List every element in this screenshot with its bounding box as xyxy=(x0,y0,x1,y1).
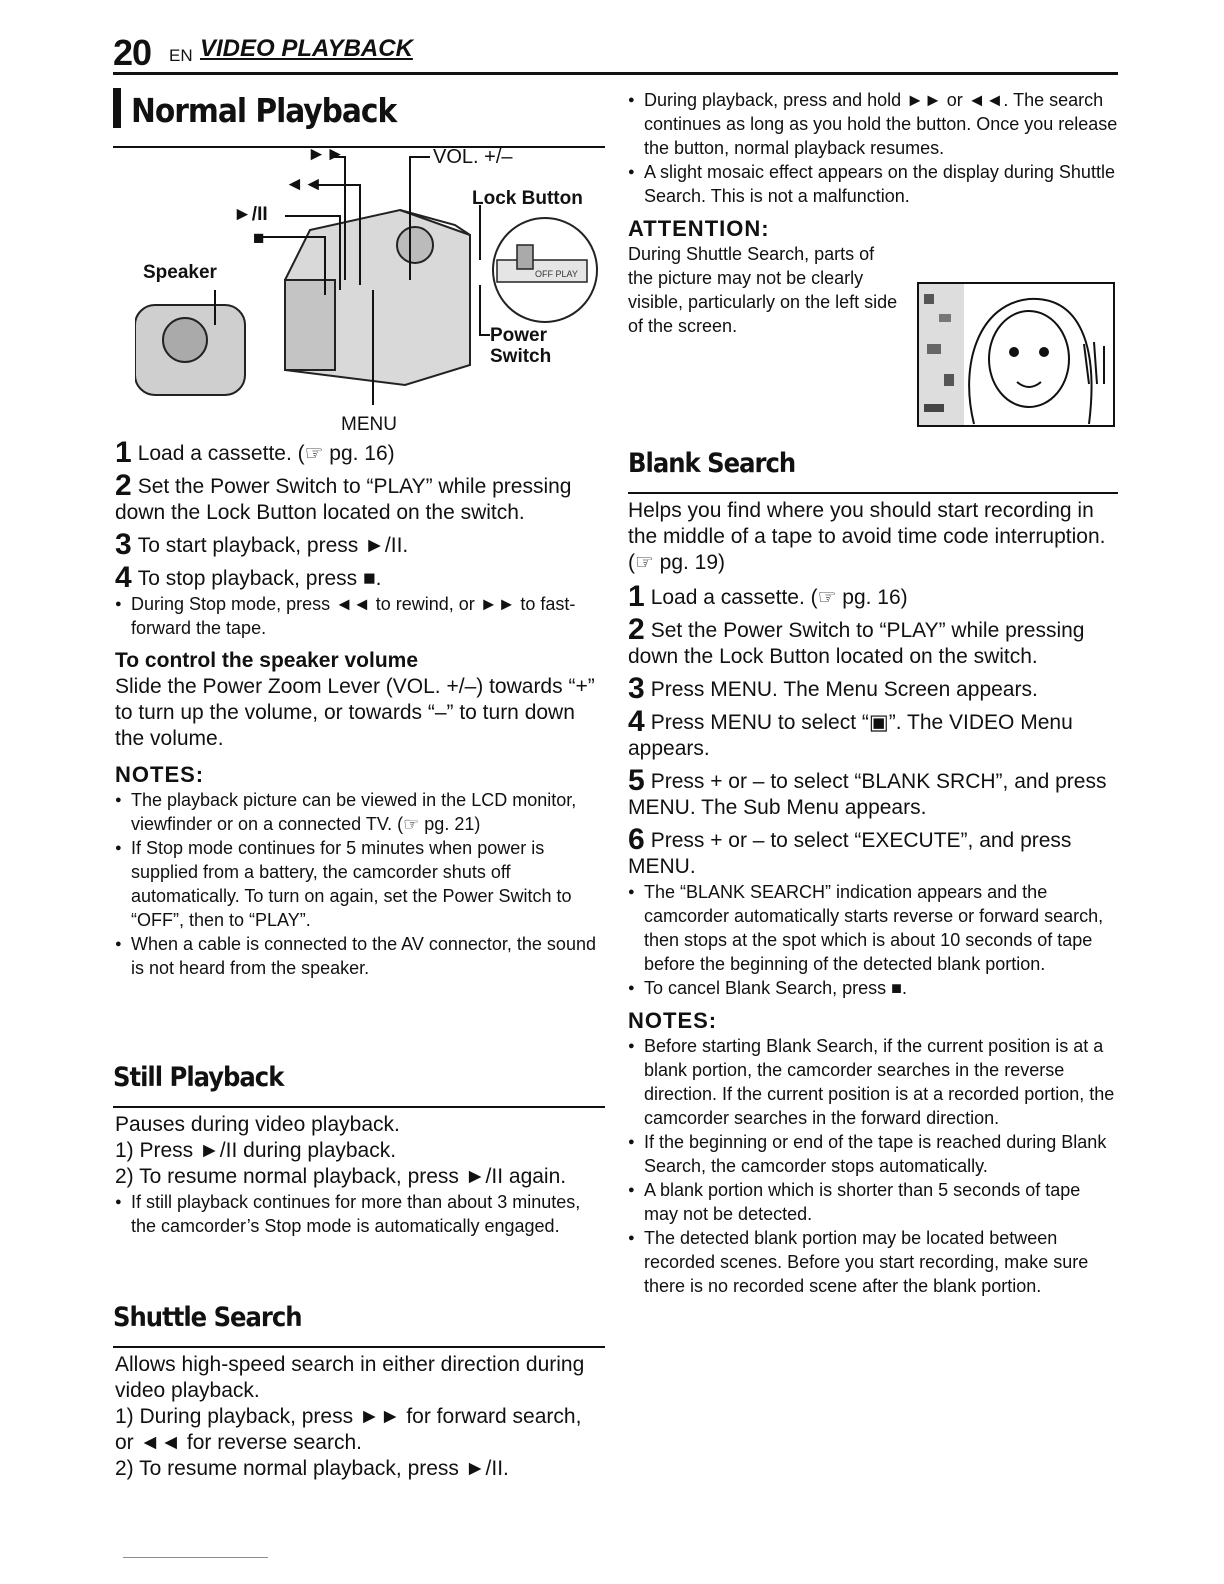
camcorder-diagram xyxy=(135,144,605,435)
stop-mode-bullet: ● During Stop mode, press ◄◄ to rewind, or ►► to fast-forward the tape. xyxy=(115,592,605,640)
page-header xyxy=(113,32,1118,75)
blank-step-2: 2 Set the Power Switch to “PLAY” while pressing down the Lock Button located on the switch. xyxy=(628,613,1085,668)
blank-step-6: 6 Press + or – to select “EXECUTE”, and press MENU. xyxy=(628,823,1072,878)
power-label-line1: Power xyxy=(490,325,548,346)
ff-label: ►► xyxy=(307,144,345,165)
normal-playback-body xyxy=(115,436,605,980)
language-code: EN xyxy=(169,46,193,65)
blank-step-3: 3 Press MENU. The Menu Screen appears. xyxy=(628,672,1038,705)
section-title: VIDEO PLAYBACK xyxy=(200,35,413,62)
blank-step-4: 4 Press MENU to select “▣”. The VIDEO Menu appears. xyxy=(628,705,1073,760)
lock-button-label: Lock Button xyxy=(472,188,583,209)
rew-label: ◄◄ xyxy=(285,174,323,195)
step-3: 3 To start playback, press ►/II. xyxy=(115,528,409,561)
woman-illustration xyxy=(919,284,1115,427)
blank-step-5: 5 Press + or – to select “BLANK SRCH”, and press MENU. The Sub Menu appears. xyxy=(628,764,1107,819)
footer-line xyxy=(123,1557,268,1558)
note-item: ● The playback picture can be viewed in the LCD monitor, viewfinder or on a connected TV. (☞ pg. 21) xyxy=(115,788,605,836)
power-label-line2: Switch xyxy=(490,346,552,367)
still-intro: Pauses during video playback. xyxy=(115,1113,400,1136)
speaker-volume-heading: To control the speaker volume xyxy=(115,649,419,672)
menu-label: MENU xyxy=(341,414,397,435)
still-step-2: 2) To resume normal playback, press ►/II again. xyxy=(115,1165,567,1188)
shuttle-search-heading: Shuttle Search xyxy=(113,1302,605,1348)
blank-note-item: ● The detected blank portion may be located between recorded scenes. Before you start recording, make sure there is no recorded scene after the blank portion. xyxy=(628,1226,1118,1298)
blank-bullet-1: ● The “BLANK SEARCH” indication appears and the camcorder automatically starts reverse or forward search, then stops at the spot which is about 10 seconds of tape before the beginning of the detected blank portion. xyxy=(628,880,1118,976)
still-step-1: 1) Press ►/II during playback. xyxy=(115,1139,397,1162)
play-pause-label: ►/II xyxy=(233,204,268,225)
blank-intro: Helps you find where you should start recording in the middle of a tape to avoid time code interruption. (☞ pg. 19) xyxy=(628,499,1106,574)
mosaic-illustration xyxy=(917,282,1115,427)
vol-label: VOL. +/– xyxy=(433,146,513,168)
blank-step-1: 1 Load a cassette. (☞ pg. 16) xyxy=(628,580,908,613)
attention-title: ATTENTION: xyxy=(628,216,770,241)
blank-search-heading: Blank Search xyxy=(628,448,1118,494)
heading-bar xyxy=(113,88,121,128)
blank-notes-title: NOTES: xyxy=(628,1008,718,1033)
step-4: 4 To stop playback, press ■. xyxy=(115,561,382,594)
note-item: ● If Stop mode continues for 5 minutes when power is supplied from a battery, the camcorder shuts off automatically. To turn on again, set the Power Switch to “OFF”, then to “PLAY”. xyxy=(115,836,605,932)
notes-title: NOTES: xyxy=(115,762,205,787)
blank-bullet-2: ● To cancel Blank Search, press ■. xyxy=(628,976,1118,1000)
attention-text: During Shuttle Search, parts of the picture may not be clearly visible, particularly on the left side of the screen. xyxy=(628,244,898,336)
shuttle-bullet-2: ● A slight mosaic effect appears on the display during Shuttle Search. This is not a malfunction. xyxy=(628,160,1118,208)
note-item: ● When a cable is connected to the AV connector, the sound is not heard from the speaker. xyxy=(115,932,605,980)
speaker-volume-text: Slide the Power Zoom Lever (VOL. +/–) towards “+” to turn up the volume, or towards “–” to turn down the volume. xyxy=(115,675,595,750)
blank-note-item: ● A blank portion which is shorter than 5 seconds of tape may not be detected. xyxy=(628,1178,1118,1226)
normal-playback-heading: Normal Playback xyxy=(113,88,605,148)
blank-note-item: ● Before starting Blank Search, if the current position is at a blank portion, the camcorder searches in the reverse direction. If the current position is at a recorded portion, the camcorder searches in the forward direction. xyxy=(628,1034,1118,1130)
page-number: 20 xyxy=(113,32,152,73)
shuttle-search-body xyxy=(115,1352,605,1482)
still-bullet: ● If still playback continues for more than about 3 minutes, the camcorder’s Stop mode is automatically engaged. xyxy=(115,1190,605,1238)
stop-label: ■ xyxy=(253,228,265,249)
blank-search-body xyxy=(628,498,1118,1298)
step-2: 2 Set the Power Switch to “PLAY” while pressing down the Lock Button located on the switch. xyxy=(115,469,572,524)
shuttle-step-2: 2) To resume normal playback, press ►/II. xyxy=(115,1457,509,1480)
switch-text: OFF PLAY xyxy=(535,269,578,279)
shuttle-intro: Allows high-speed search in either direction during video playback. xyxy=(115,1353,585,1402)
blank-note-item: ● If the beginning or end of the tape is reached during Blank Search, the camcorder stops automatically. xyxy=(628,1130,1118,1178)
shuttle-step-1: 1) During playback, press ►► for forward search, or ◄◄ for reverse search. xyxy=(115,1405,582,1454)
still-playback-body xyxy=(115,1112,605,1238)
shuttle-bullet-1: ● During playback, press and hold ►► or ◄◄. The search continues as long as you hold the button. Once you release the button, normal playback resumes. xyxy=(628,88,1118,160)
still-playback-heading: Still Playback xyxy=(113,1062,605,1108)
step-1: 1 Load a cassette. (☞ pg. 16) xyxy=(115,436,395,469)
speaker-label: Speaker xyxy=(143,262,217,283)
